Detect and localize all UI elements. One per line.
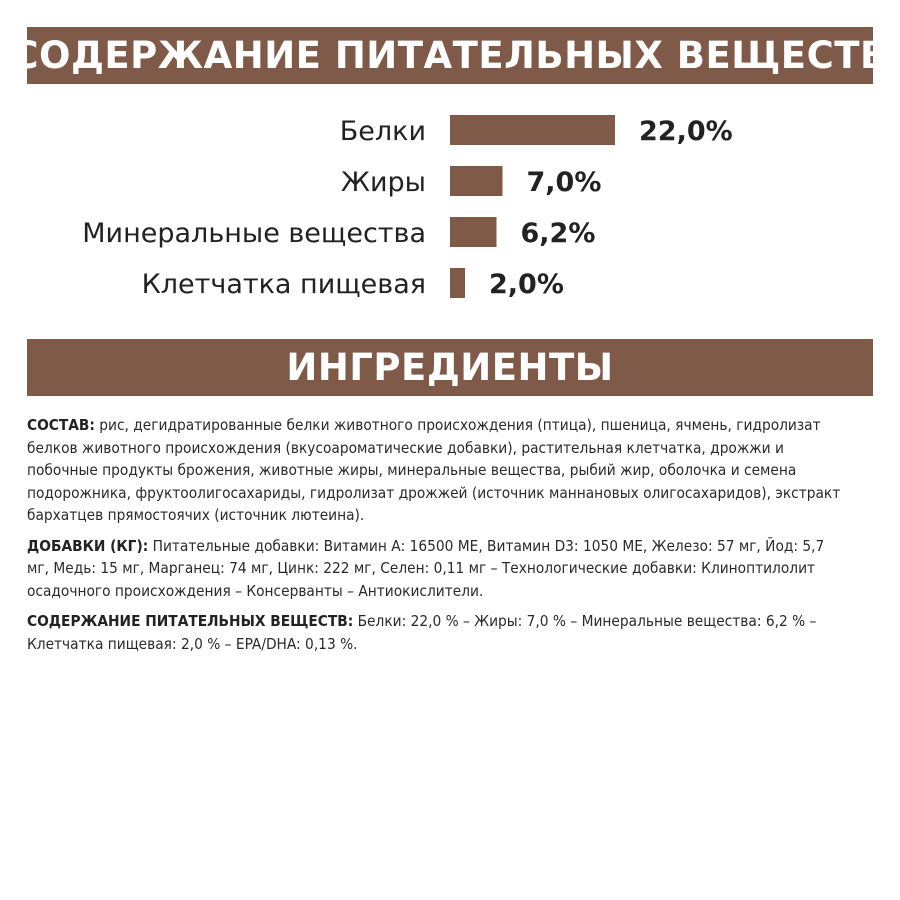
value-label: 2,0% — [489, 269, 564, 300]
nutrients-header: СОДЕРЖАНИЕ ПИТАТЕЛЬНЫХ ВЕЩЕСТВ — [27, 27, 873, 84]
bar — [450, 166, 503, 196]
category-label: Белки — [339, 116, 426, 147]
category-label: Жиры — [340, 167, 426, 198]
bar — [450, 115, 615, 145]
composition-paragraph — [27, 414, 847, 527]
additives-paragraph — [27, 535, 847, 603]
additives-text: Питательные добавки: Витамин А: 16500 МЕ, Витамин D3: 1050 МЕ, Железо: 57 мг, Йод: 5,7 мг, Медь: 15 мг, Марганец: 74 мг, Цинк: 222 мг, Селен: 0,11 мг – Технологические добавки: Клиноптилолит осадочного происхождения – Консерванты – Антиокислители. — [27, 536, 825, 600]
nutrients-paragraph — [27, 610, 847, 655]
bar — [450, 268, 465, 298]
ingredients-text-block — [27, 414, 847, 663]
value-label: 7,0% — [526, 167, 602, 198]
bar — [450, 217, 497, 247]
value-label: 22,0% — [639, 116, 733, 147]
category-label: Минеральные вещества — [82, 218, 426, 249]
additives-label: ДОБАВКИ (КГ): — [27, 536, 149, 555]
nutrient-bar-chart — [0, 100, 900, 310]
ingredients-header: ИНГРЕДИЕНТЫ — [27, 339, 873, 396]
composition-label: СОСТАВ: — [27, 416, 95, 434]
nutrients-text: Белки: 22,0 % – Жиры: 7,0 % – Минеральные вещества: 6,2 % – Клетчатка пищевая: 2,0 % – EPA/DHA: 0,13 %. — [27, 612, 817, 653]
value-label: 6,2% — [520, 218, 596, 249]
nutrients-label: СОДЕРЖАНИЕ ПИТАТЕЛЬНЫХ ВЕЩЕСТВ: — [27, 612, 354, 630]
category-label: Клетчатка пищевая — [141, 269, 426, 300]
composition-text: рис, дегидратированные белки животного происхождения (птица), пшеница, ячмень, гидролизат белков животного происхождения (вкусоароматические добавки), растительная клетчатка, дрожжи и побочные продукты брожения, животные жиры, минеральные вещества, рыбий жир, оболочка и семена подорожника, фруктоолигосахариды, гидролизат дрожжей (источник маннановых олигосахаридов), экстракт бархатцев прямостоячих (источник лютеина). — [27, 416, 841, 524]
